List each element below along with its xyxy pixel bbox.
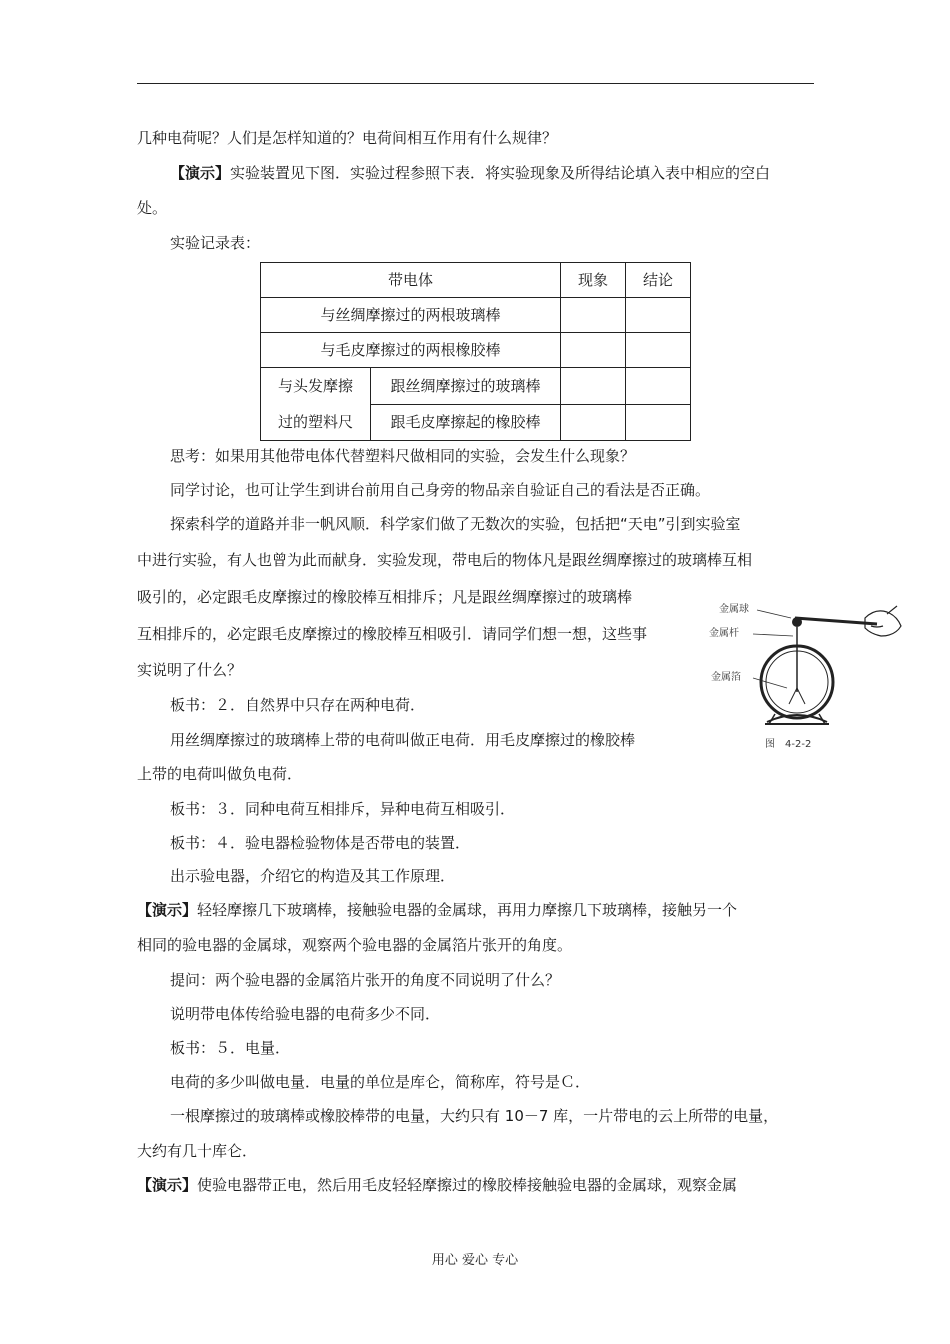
blank-cell[interactable] [561, 404, 626, 441]
header-phenomenon: 现象 [561, 263, 626, 298]
header-rule [137, 83, 814, 84]
blank-cell[interactable] [561, 368, 626, 405]
text-line: 思考：如果用其他带电体代替塑料尺做相同的实验，会发生什么现象？ [170, 447, 636, 465]
blank-cell[interactable] [561, 298, 626, 333]
figure-caption: 图 4-2-2 [765, 739, 812, 750]
blank-cell[interactable] [561, 333, 626, 368]
table-header-row [261, 263, 691, 298]
text-line [137, 1175, 737, 1195]
experiment-record-table [260, 262, 691, 441]
text-line: 同学讨论，也可让学生到讲台前用自己身旁的物品亲自验证自己的看法是否正确。 [170, 481, 711, 499]
row-label: 与毛皮摩擦过的两根橡胶棒 [261, 333, 561, 368]
text-line: 吸引的，必定跟毛皮摩擦过的橡胶棒互相排斥；凡是跟丝绸摩擦过的玻璃棒 [137, 588, 633, 606]
text-line: 板书：５．电量． [170, 1039, 291, 1057]
page-footer: 用心 爱心 专心 [431, 1253, 519, 1268]
text-line: 处。 [137, 199, 168, 217]
text-line: 互相排斥的，必定跟毛皮摩擦过的橡胶棒互相吸引．请同学们想一想，这些事 [137, 625, 648, 643]
demo-tag: 【演示】 [170, 164, 231, 182]
hand-icon [865, 606, 901, 636]
text-line: 提问：两个验电器的金属箔片张开的角度不同说明了什么？ [170, 971, 561, 989]
text-line: 探索科学的道路并非一帆风顺．科学家们做了无数次的实验，包括把“天电”引到实验室 [170, 515, 741, 533]
demo-text: 使验电器带正电，然后用毛皮轻轻摩擦过的橡胶棒接触验电器的金属球，观察金属 [197, 1176, 738, 1194]
group-label-line: 过的塑料尺 [277, 413, 353, 431]
demo-text: 实验装置见下图．实验过程参照下表．将实验现象及所得结论填入表中相应的空白 [230, 164, 771, 182]
row-label: 跟毛皮摩擦起的橡胶棒 [371, 404, 561, 441]
header-conclusion: 结论 [626, 263, 691, 298]
text-line [170, 163, 770, 183]
blank-cell[interactable] [626, 333, 691, 368]
demo-tag: 【演示】 [137, 901, 198, 919]
table-caption: 实验记录表： [170, 234, 261, 252]
row-label: 跟丝绸摩擦过的玻璃棒 [371, 368, 561, 405]
demo-tag: 【演示】 [137, 1176, 198, 1194]
text-line: 板书：３．同种电荷互相排斥，异种电荷互相吸引． [170, 800, 516, 818]
label-metal-rod: 金属杆 [709, 628, 739, 639]
blank-cell[interactable] [626, 368, 691, 405]
label-metal-foil: 金属箔 [711, 672, 741, 683]
text-line: 相同的验电器的金属球，观察两个验电器的金属箔片张开的角度。 [137, 936, 573, 954]
text-line: 板书：４．验电器检验物体是否带电的装置． [170, 834, 471, 852]
text-line: 大约有几十库仑． [137, 1142, 258, 1160]
metal-ball [792, 617, 802, 627]
text-line: 出示验电器，介绍它的构造及其工作原理． [170, 867, 456, 885]
text-line: 电荷的多少叫做电量．电量的单位是库仑，简称库，符号是Ｃ． [170, 1073, 591, 1091]
text-line: 上带的电荷叫做负电荷． [137, 765, 303, 783]
blank-cell[interactable] [626, 298, 691, 333]
electroscope-figure [705, 592, 905, 752]
group-label-line: 与头发摩擦 [277, 377, 353, 395]
text-line: 中进行实验，有人也曾为此而献身．实验发现，带电后的物体凡是跟丝绸摩擦过的玻璃棒互相 [137, 551, 753, 569]
table-row [261, 368, 691, 405]
table-row [261, 333, 691, 368]
text-line [137, 900, 737, 920]
header-charged-body: 带电体 [261, 263, 561, 298]
leader-lines [753, 610, 793, 688]
text-line: 一根摩擦过的玻璃棒或橡胶棒带的电量，大约只有 10－7 库，一片带电的云上所带的电量， [170, 1107, 779, 1125]
text-line: 说明带电体传给验电器的电荷多少不同． [170, 1005, 441, 1023]
row-label: 与丝绸摩擦过的两根玻璃棒 [261, 298, 561, 333]
table-row [261, 298, 691, 333]
demo-text: 轻轻摩擦几下玻璃棒，接触验电器的金属球，再用力摩擦几下玻璃棒，接触另一个 [197, 901, 738, 919]
label-metal-ball: 金属球 [719, 604, 749, 615]
text-line: 用丝绸摩擦过的玻璃棒上带的电荷叫做正电荷．用毛皮摩擦过的橡胶棒 [170, 731, 636, 749]
blank-cell[interactable] [626, 404, 691, 441]
text-line: 板书：２．自然界中只存在两种电荷． [170, 696, 426, 714]
text-line: 实说明了什么？ [137, 661, 243, 679]
text-line: 几种电荷呢？人们是怎样知道的？电荷间相互作用有什么规律？ [137, 129, 558, 147]
group-label-cell [261, 368, 371, 441]
